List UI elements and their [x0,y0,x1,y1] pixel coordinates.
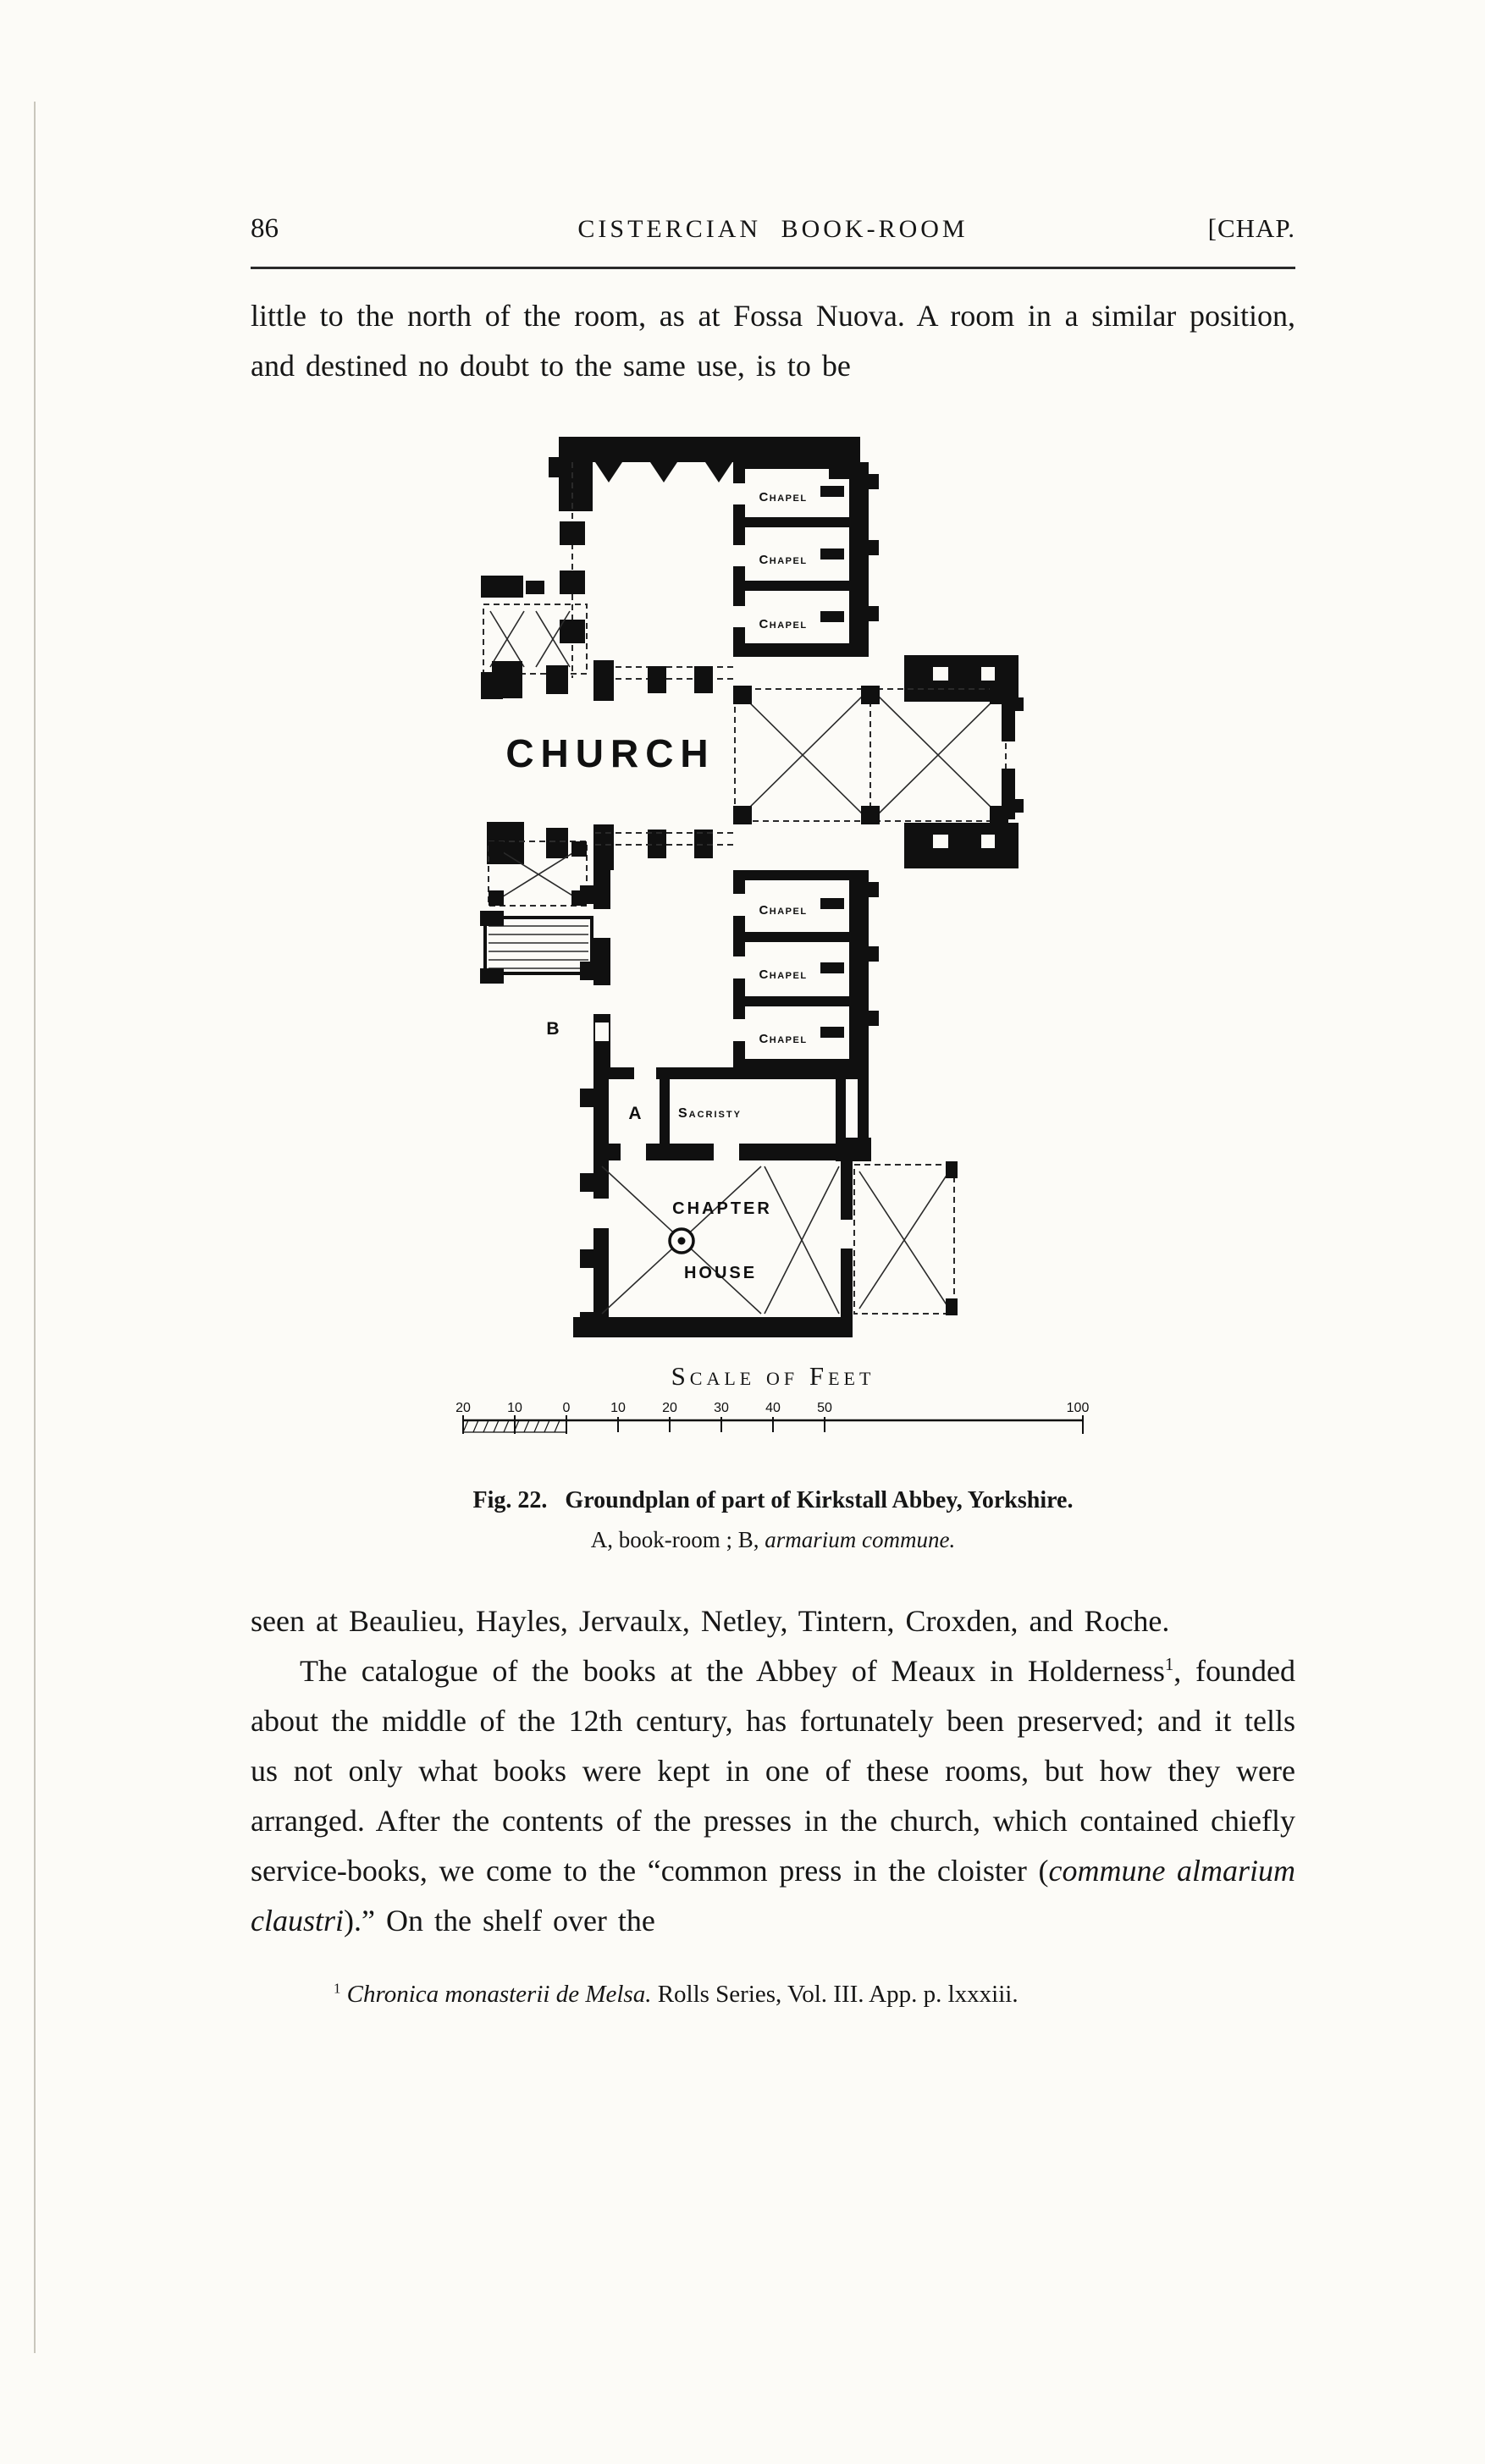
chapel-label: Chapel [759,553,808,567]
caption-key-text: A, book-room ; B, [590,1527,765,1552]
paragraph-3-text: The catalogue of the books at the Abbey of Meaux in Holderness [300,1654,1165,1688]
caption-key-italic: armarium commune. [765,1527,956,1552]
scale-tick-label: 40 [765,1401,781,1415]
footnote-reference: 1 [1164,1654,1174,1674]
caption-fig-number: Fig. 22. [472,1487,548,1513]
chapter-mark: [CHAP. [1207,213,1295,243]
scale-tick-label: 100 [1066,1401,1090,1415]
paragraph-3-text: ).” On the shelf over the [344,1904,655,1938]
scale-tick-label: 0 [562,1401,571,1415]
page-number: 86 [251,213,279,244]
armarium-commune-label-b: B [546,1019,560,1039]
plan-south-chapels [733,870,879,1071]
caption-line-1 [251,1481,1295,1520]
groundplan-figure [468,437,1078,1351]
plan-north-arcade [492,655,1019,702]
scale-tick-label: 30 [714,1401,729,1415]
scale-tick-label: 10 [507,1401,522,1415]
footnote-citation: Rolls Series, Vol. III. App. p. lxxxiii. [651,1981,1019,2008]
scale-bar [451,1395,1095,1451]
scale-title: Scale of Feet [671,1361,875,1391]
footnote-title-italic: Chronica monasterii de Melsa. [346,1981,652,2008]
paragraph-3-text: , founded about the middle of the 12th century, has fortunately been preserved; and it tells us not only what books were kept in one of these rooms, but how they were arranged. After the contents of the presses in the church, which contained chiefly service-books, we come to the “common press in the cloister ( [251,1654,1296,1888]
sacristy-label: Sacristy [678,1106,742,1121]
plan-chapter-house [573,1089,958,1337]
chapel-label: Chapel [759,967,808,982]
paragraph-3-latin: commune almarium claustri [251,1854,1296,1938]
chapel-label: Chapel [759,903,808,918]
plan-presbytery-bays [733,686,1024,824]
chapter-label: CHAPTER [672,1199,772,1218]
scale-tick-label: 20 [455,1401,471,1415]
footnote [251,1976,1295,2012]
figure-22 [251,437,1295,1559]
caption-title: Groundplan of part of Kirkstall Abbey, Yorkshire. [565,1487,1074,1513]
chapel-label: Chapel [759,617,808,631]
figure-caption [251,1481,1295,1559]
header-rule [251,267,1295,269]
plan-walls-top [549,437,860,511]
scale-tick-label: 50 [817,1401,832,1415]
paragraph-1: little to the north of the room, as at Fossa Nuova. A room in a similar position, and destined no doubt to the same use, is to be [251,299,1295,383]
footnote-number: 1 [334,1980,341,1997]
plan-north-chapels [733,462,879,657]
paragraph-3 [251,1646,1295,1946]
plan-transept-west-wall [580,870,610,1067]
scale-tick-label: 10 [610,1401,626,1415]
house-label: HOUSE [683,1264,758,1282]
caption-line-2 [251,1520,1295,1559]
scale-tick-label: 20 [662,1401,677,1415]
church-label: CHURCH [505,731,715,775]
scan-gutter-line [34,102,36,2353]
running-head: CISTERCIAN BOOK-ROOM [577,215,969,243]
plan-bookroom-sacristy [593,1067,869,1160]
chapel-label: Chapel [759,1032,808,1046]
paragraph-2: seen at Beaulieu, Hayles, Jervaulx, Netley, Tintern, Croxden, and Roche. [251,1604,1170,1638]
plan-south-arcade [487,822,1019,870]
chapel-label: Chapel [759,490,808,504]
page-header [251,213,1295,245]
book-room-label-a: A [628,1104,642,1123]
